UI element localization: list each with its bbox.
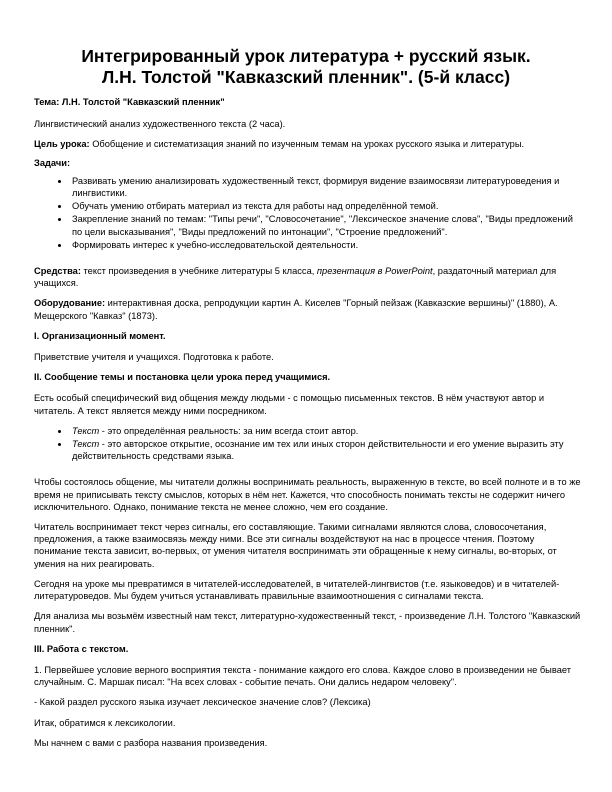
topic-text: Л.Н. Толстой "Кавказский пленник" [61,97,225,107]
section-2-paragraph: Сегодня на уроке мы превратимся в читателей-исследователей, в читателей-лингвистов (т.е. языковедов) и в читателей-литературоведов. Мы будем учиться устанавливать правильные взаимоотношения с сигналами текста. [34,578,560,602]
title-line-1: Интегрированный урок литература + русский язык. [81,46,531,66]
list-item: • Текст - это определённая реальность: за ним всегда стоит автор. [70,425,582,437]
section-3-paragraph: 1. Первейшее условие верного восприятия текста - понимание каждого его слова. Каждое слово в произведении не бывает случайным. С. Маршак писал: "На всех словах - событие печать. Они дались недаром человеку". [34,664,571,688]
list-item: • Формировать интерес к учебно-исследовательской деятельности. [70,239,582,251]
analysis-line: Лингвистический анализ художественного текста (2 часа). [34,119,286,130]
list-item: • Закрепление знаний по темам: "Типы речи", "Словосочетание", "Лексическое значение слова", "Виды предложений по цели высказывания", "Виды предложений по интонации", "Строение предложений". [70,213,582,237]
section-2-paragraph: Чтобы состоялось общение, мы читатели должны воспринимать реальность, выраженную в тексте, во всей полноте и в то же время не приписывать тексту смыслов, которых в нём нет. Кажется, что способность понимать тексты не содержит ничего исключительного. Однако, понимание текста не менее сложно, чем его создание. [34,477,581,512]
topic-label: Тема: [34,97,60,107]
goal-line [34,138,582,150]
section-3-paragraph: Мы начнем с вами с разбора названия произведения. [34,737,268,748]
text-definition-list [34,425,582,463]
list-item: • Текст - это авторское открытие, осознание им тех или иных сторон действительности и его умение выразить эту действительность средствами языка. [70,438,582,462]
goal-label: Цель урока: [34,139,90,150]
section-2-paragraph: Для анализа мы возьмём известный нам текст, литературно-художественный текст, - произведение Л.Н. Толстого "Кавказский пленник". [34,611,581,634]
section-1-heading: I. Организационный момент. [34,330,166,341]
section-3-heading: III. Работа с текстом. [34,643,129,654]
topic-line [34,96,582,108]
goal-text: Обобщение и систематизация знаний по изученным темам на уроках русского языка и литературы. [89,139,525,150]
document-body [34,96,582,757]
means-label: Средства: [34,266,81,277]
tasks-label: Задачи: [34,157,71,168]
equipment-label: Оборудование: [34,298,106,309]
page-title [20,46,592,88]
section-1-text: Приветствие учителя и учащихся. Подготовка к работе. [34,352,274,363]
tasks-list [34,175,582,251]
equipment-paragraph: Оборудование: интерактивная доска, репродукции картин А. Киселев "Горный пейзаж (Кавказские вершины)" (1880), А. Мещерского "Кавказ" (1873). [34,298,558,321]
section-3-paragraph: - Какой раздел русского языка изучает лексическое значение слов? (Лексика) [34,697,371,708]
section-3-paragraph: Итак, обратимся к лексикологии. [34,717,176,728]
section-2-paragraph: Читатель воспринимает текст через сигналы, его составляющие. Такими сигналами являются слова, словосочетания, предложения, а также взаимосвязь между ними. Все эти сигналы воздействуют на нас в процессе чтения. Поэтому понимание текста зависит, во-первых, от умения читателя воспринимать эти обращенные к нему сигналы, во-вторых, от умения на них реагировать. [34,522,557,569]
section-2-heading: II. Сообщение темы и постановка цели урока перед учащимися. [34,372,331,383]
list-item: • Обучать умению отбирать материал из текста для работы над определённой темой. [70,200,582,212]
title-line-2: Л.Н. Толстой "Кавказский пленник". (5-й класс) [101,67,511,87]
means-paragraph: Средства: текст произведения в учебнике литературы 5 класса, презентация в PowerPoint, раздаточный материал для учащихся. [34,266,557,289]
section-2-intro: Есть особый специфический вид общения между людьми - с помощью письменных текстов. В нём участвуют автор и читатель. А текст является между ними посредником. [34,393,545,416]
list-item: • Развивать умению анализировать художественный текст, формируя видение взаимосвязи литературоведения и лингвистики. [70,175,582,199]
